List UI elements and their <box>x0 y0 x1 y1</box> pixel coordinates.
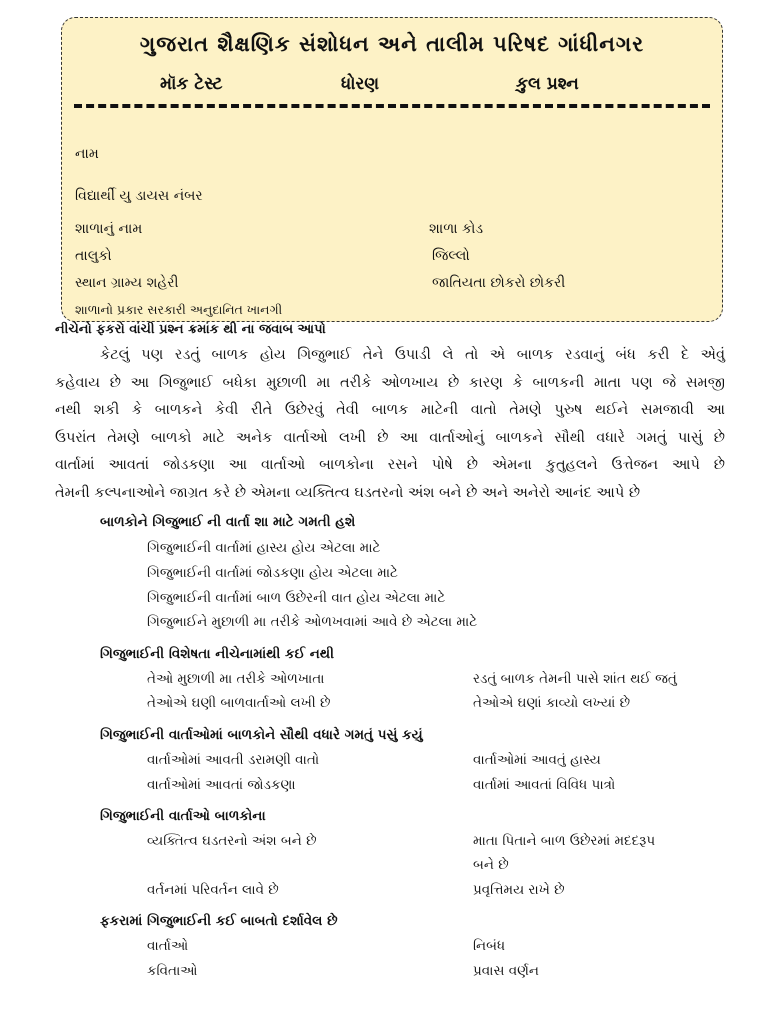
q1-option-d[interactable]: ગિજુભાઈને મુછાળી મા તરીકે ઓળખવામાં આવે છે એટલા માટે <box>147 614 478 630</box>
q5-option-d[interactable]: પ્રવાસ વર્ણન <box>473 963 539 979</box>
standard-label: ધોરણ <box>341 74 380 94</box>
passage-line: નથી શકી કે બાળકને કેવી રીતે ઉછેરવું તેવી બાળક માટેની વાતો તેમણે પુરુષ થઈને સમજાવી આ <box>55 402 725 419</box>
q5-option-b[interactable]: નિબંધ <box>473 938 506 954</box>
instruction: નીચેનો ફકરો વાંચી પ્રશ્ન ક્રમાંક થી ના જવાબ આપો <box>55 322 326 337</box>
q4-option-d[interactable]: પ્રવૃત્તિમય રાખે છે <box>473 882 565 898</box>
q4-option-a[interactable]: વ્યક્તિત્વ ઘડતરનો અંશ બને છે <box>147 833 317 849</box>
gender-label: જાતિયતા છોકરો છોકરી <box>432 275 566 291</box>
q2-option-c[interactable]: તેઓએ ઘણી બાળવાર્તાઓ લખી છે <box>147 695 331 711</box>
question-4: ગિજુભાઈની વાર્તાઓ બાળકોના <box>100 808 266 824</box>
q2-option-b[interactable]: રડતું બાળક તેમની પાસે શાંત થઈ જતું <box>473 671 677 687</box>
q3-option-b[interactable]: વાર્તાઓમાં આવતું હાસ્ય <box>473 752 601 768</box>
q5-option-a[interactable]: વાર્તાઓ <box>147 938 189 954</box>
total-questions-label: કુલ પ્રશ્ન <box>516 74 579 94</box>
q1-option-a[interactable]: ગિજુભાઈની વાર્તામાં હાસ્ય હોય એટલા માટે <box>147 540 381 556</box>
passage-line: તેમની કલ્પનાઓને જાગ્રત કરે છે એમના વ્યક્તિત્વ ઘડતરનો અંશ બને છે અને અનેરો આનંદ આપે છે <box>55 484 641 501</box>
header-title: ગુજરાત શૈક્ષણિક સંશોધન અને તાલીમ પરિષદ ગાંધીનગર <box>139 32 645 56</box>
question-2: ગિજુભાઈની વિશેષતા નીચેનામાંથી કઈ નથી <box>100 646 334 662</box>
question-5: ફકરામાં ગિજુભાઈની કઈ બાબતો દર્શાવેલ છે <box>100 913 338 929</box>
passage-line: વાર્તામાં આવતાં જોડકણા આ વાર્તાઓ બાળકોના રસને પોષે છે એમના કુતુહલને ઉત્તેજન આપે છે <box>55 457 725 474</box>
q5-option-c[interactable]: કવિતાઓ <box>147 963 198 979</box>
school-code-label: શાળા કોડ <box>429 221 484 237</box>
district-label: જિલ્લો <box>432 248 470 264</box>
q4-option-c[interactable]: વર્તનમાં પરિવર્તન લાવે છે <box>147 882 279 898</box>
q2-option-a[interactable]: તેઓ મુછાળી મા તરીકે ઓળખાતા <box>147 671 325 687</box>
q1-option-c[interactable]: ગિજુભાઈની વાર્તામાં બાળ ઉછેરની વાત હોય એટલા માટે <box>147 590 446 606</box>
q4-option-b-continued[interactable]: બને છે <box>473 857 509 873</box>
q3-option-a[interactable]: વાર્તાઓમાં આવતી ડરામણી વાતો <box>147 752 320 768</box>
q3-option-d[interactable]: વાર્તામાં આવતાં વિવિધ પાત્રો <box>473 777 616 793</box>
header-divider <box>74 104 710 108</box>
mock-test-label: મૉક ટેસ્ટ <box>160 74 223 94</box>
school-name-label: શાળાનું નામ <box>75 221 143 237</box>
school-type-label: શાળાનો પ્રકાર સરકારી અનુદાનિત ખાનગી <box>75 302 283 317</box>
taluka-label: તાલુકો <box>75 248 112 264</box>
q1-option-b[interactable]: ગિજુભાઈની વાર્તામાં જોડકણા હોય એટલા માટે <box>147 565 398 581</box>
q2-option-d[interactable]: તેઓએ ઘણાં કાવ્યો લખ્યાં છે <box>473 695 631 711</box>
passage-line: કેટલું પણ રડતું બાળક હોય ગિજુભાઈ તેને ઉપાડી લે તો એ બાળક રડવાનું બંધ કરી દે એવું <box>100 347 725 363</box>
passage-line: ઉપરાંત તેમણે બાળકો માટે અનેક વાર્તાઓ લખી છે આ વાર્તાઓનું બાળકને સૌથી વધારે ગમતું પાસું છે <box>55 429 725 446</box>
place-label: સ્થાન ગ્રામ્ય શહેરી <box>75 275 179 291</box>
passage <box>55 342 725 508</box>
dise-field-label: વિદ્યાર્થી યુ ડાયસ નંબર <box>75 188 203 204</box>
header-box <box>61 17 723 322</box>
passage-line: કહેવાય છે આ ગિજુભાઈ બધેકા મુછાળી મા તરીકે ઓળખાય છે કારણ કે બાળકની માતા પણ જે સમજી <box>55 374 725 391</box>
q4-option-b[interactable]: માતા પિતાને બાળ ઉછેરમાં મદદરૂપ <box>473 833 656 849</box>
question-3: ગિજુભાઈની વાર્તાઓમાં બાળકોને સૌથી વધારે ગમતું પસું કયું <box>100 727 423 743</box>
q3-option-c[interactable]: વાર્તાઓમાં આવતાં જોડકણા <box>147 777 296 793</box>
question-1: બાળકોને ગિજુભાઈ ની વાર્તા શા માટે ગમતી હશે <box>100 514 356 530</box>
name-field-label: નામ <box>75 146 99 162</box>
